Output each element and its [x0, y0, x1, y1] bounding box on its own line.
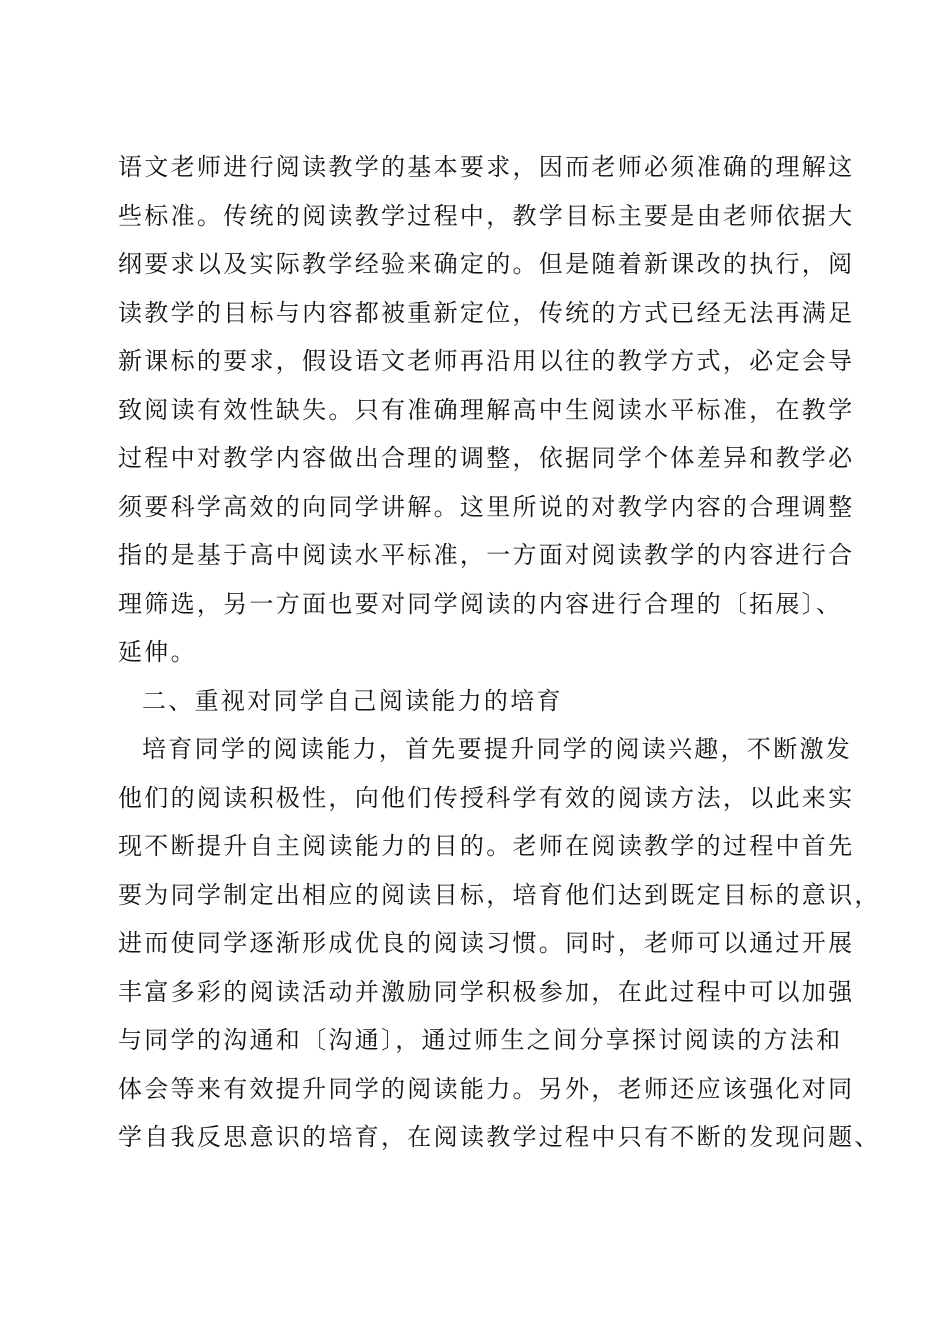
section-heading: 二、重视对同学自己阅读能力的培育	[142, 686, 563, 715]
text-line: 现不断提升自主阅读能力的目的。老师在阅读教学的过程中首先	[118, 832, 855, 860]
text-line: 培育同学的阅读能力，首先要提升同学的阅读兴趣，不断激发	[142, 735, 853, 763]
text-line: 丰富多彩的阅读活动并激励同学积极参加，在此过程中可以加强	[118, 977, 855, 1006]
text-line: 读教学的目标与内容都被重新定位，传统的方式已经无法再满足	[118, 298, 855, 327]
text-line: 学自我反思意识的培育，在阅读教学过程中只有不断的发现问题、	[118, 1123, 881, 1151]
text-line: 新课标的要求，假设语文老师再沿用以往的教学方式，必定会导	[118, 347, 855, 375]
body-text	[118, 143, 881, 1162]
text-line: 延伸。	[118, 638, 197, 666]
text-line: 体会等来有效提升同学的阅读能力。另外，老师还应该强化对同	[118, 1074, 855, 1103]
text-line: 指的是基于高中阅读水平标准，一方面对阅读教学的内容进行合	[118, 541, 855, 569]
text-line: 理筛选，另一方面也要对同学阅读的内容进行合理的〔拓展〕、	[118, 589, 843, 618]
text-line: 纲要求以及实际教学经验来确定的。但是随着新课改的执行，阅	[118, 250, 855, 278]
text-line: 要为同学制定出相应的阅读目标，培育他们达到既定目标的意识，	[118, 880, 881, 909]
text-line: 些标准。传统的阅读教学过程中，教学目标主要是由老师依据大	[118, 201, 855, 230]
text-line: 语文老师进行阅读教学的基本要求，因而老师必须准确的理解这	[118, 153, 855, 181]
text-line: 过程中对教学内容做出合理的调整，依据同学个体差异和教学必	[118, 444, 855, 472]
text-line: 他们的阅读积极性，向他们传授科学有效的阅读方法，以此来实	[118, 783, 855, 812]
text-line: 须要科学高效的向同学讲解。这里所说的对教学内容的合理调整	[118, 492, 855, 521]
text-line: 与同学的沟通和〔沟通〕，通过师生之间分享探讨阅读的方法和	[118, 1026, 843, 1054]
text-line: 进而使同学逐渐形成优良的阅读习惯。同时，老师可以通过开展	[118, 929, 855, 957]
text-line: 致阅读有效性缺失。只有准确理解高中生阅读水平标准，在教学	[118, 395, 855, 424]
